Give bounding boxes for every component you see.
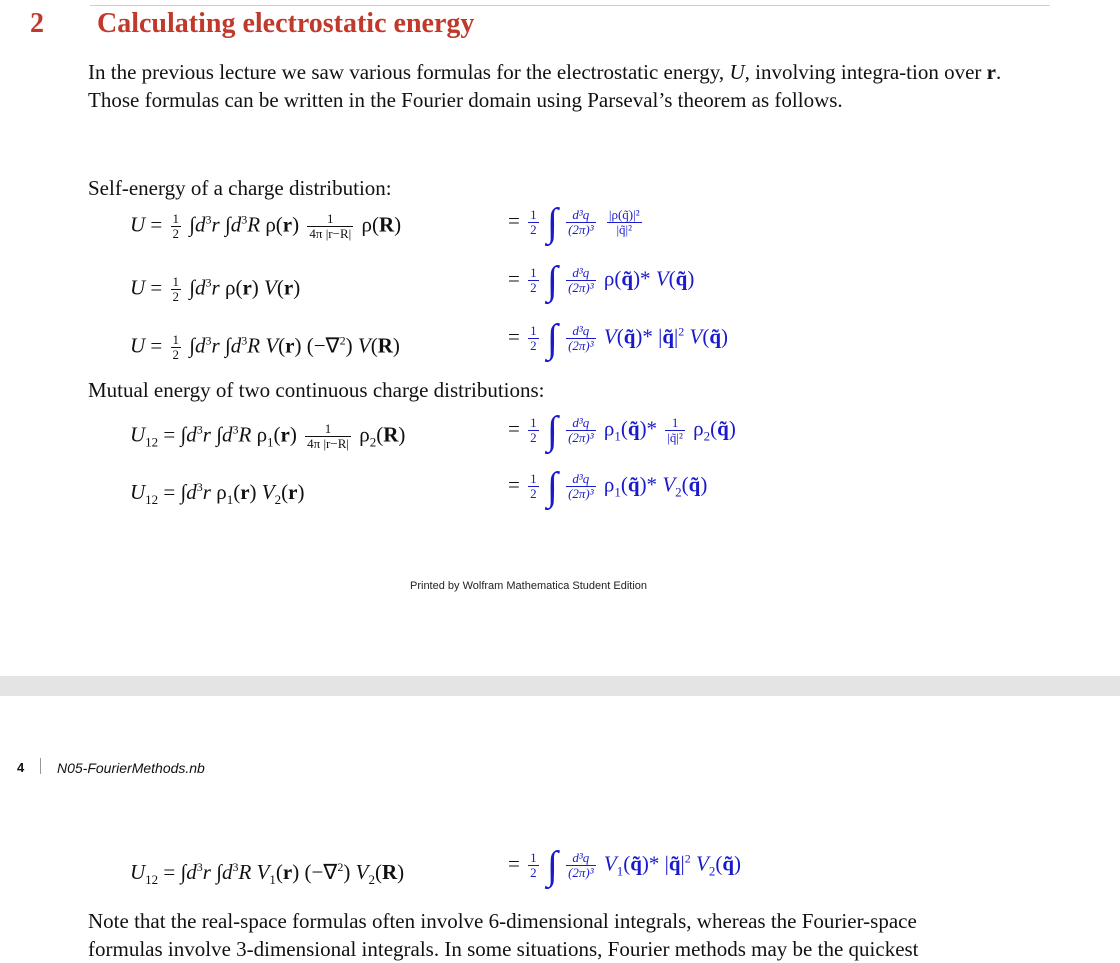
denominator: 2 (172, 347, 180, 362)
fraction-half (528, 851, 539, 880)
fraction-measure (566, 324, 596, 353)
numerator: d³q (566, 324, 596, 339)
numerator: 1 (530, 323, 537, 338)
denominator: (2π)³ (568, 222, 594, 237)
fraction-coulomb (307, 212, 353, 241)
subscript: 12 (145, 434, 159, 450)
notebook-page-4 (0, 696, 1120, 961)
numerator: 1 (172, 211, 180, 226)
numerator: d³q (566, 472, 596, 487)
denominator: |q̃|² (667, 430, 683, 445)
denominator: 2 (530, 222, 537, 237)
fourier-self-energy-potential: = $\frac{1}{2}$ ∫ $\frac{\text{d³q}}{\text{(2π)³}}$ ρ(q̃)* V(q̃) (508, 257, 695, 303)
numerator: d³q (566, 416, 596, 431)
intro-text-3: . Those formulas can be written in the Fourier domain using Parseval’s theorem as follows. (88, 60, 1002, 112)
intro-var-u: U (729, 60, 745, 84)
denominator: (2π)³ (568, 486, 594, 501)
numerator: d³q (566, 266, 596, 281)
note-paragraph (88, 907, 1008, 963)
fourier-mutual-energy-coulomb: = $\frac{1}{2}$ ∫ $\frac{\text{d³q}}{\text{(2π)³}}$ $\rho_1(q̃)*$ $\frac{1}{\text{|q̃|²}}$ $\rho_2(q̃)$ (508, 407, 736, 453)
numerator: 1 (530, 471, 537, 486)
page-gap (0, 676, 1120, 696)
numerator: 1 (665, 416, 685, 431)
top-divider (90, 5, 1050, 6)
numerator: 1 (172, 332, 180, 347)
denominator: (2π)³ (568, 280, 594, 295)
fraction-half (528, 324, 539, 353)
note-line-2: formulas involve 3-dimensional integrals. In some situations, Fourier methods may be the quickest (88, 937, 919, 961)
numerator: 1 (305, 422, 351, 437)
fraction-measure (566, 416, 596, 445)
denominator: 4π |r−R| (309, 226, 352, 241)
intro-paragraph (88, 58, 1008, 114)
numerator: d³q (566, 851, 596, 866)
math-symbol: U (130, 480, 146, 504)
equation-self-energy-coulomb: U = $\frac{1}{2}$ $\int d^3r$ $\int d^3R$ ρ(r) $\frac{1}{4\pi |r-R|}$ ρ(R) (130, 211, 402, 241)
equation-mutual-energy-coulomb: $U_{12} = \int d^3r$ $\int d^3R$ $\rho_1(r)$ $\frac{1}{4\pi |r-R|}$ $\rho_2(R)$ (130, 421, 406, 451)
denominator: 2 (530, 865, 537, 880)
note-line-1: Note that the real-space formulas often involve 6-dimensional integrals, whereas the Fourier-space (88, 909, 917, 933)
denominator: 2 (172, 226, 180, 241)
fourier-self-energy-coulomb: = $\frac{1}{2}$ ∫ $\frac{\text{d³q}}{\text{(2π)³}}$ $\frac{\text{|ρ(q̃)|²}}{\text{|q̃|²}}$ (508, 199, 640, 245)
numerator: 1 (530, 415, 537, 430)
fraction-half (171, 212, 182, 241)
denominator: 2 (530, 430, 537, 445)
fraction-half (528, 266, 539, 295)
page-number: 4 (17, 760, 25, 775)
equation-mutual-energy-laplacian: $U_{12} = \int d^3r$ $\int d^3R$ $V_1(r)$ (−∇$^2$) $V_2(R)$ (130, 860, 405, 888)
denominator: 2 (172, 289, 180, 304)
numerator: d³q (566, 208, 596, 223)
section-title: Calculating electrostatic energy (97, 8, 475, 39)
fourier-mutual-energy-potential: = $\frac{1}{2}$ ∫ $\frac{\text{d³q}}{\text{(2π)³}}$ $\rho_1(q̃)*$ $V_2(q̃)$ (508, 463, 708, 509)
numerator: 1 (530, 850, 537, 865)
fourier-self-energy-laplacian: = $\frac{1}{2}$ ∫ $\frac{\text{d³q}}{\text{(2π)³}}$ V(q̃)* $|q̃|^2$ V(q̃) (508, 315, 729, 361)
denominator: 2 (530, 486, 537, 501)
numerator: |ρ(q̃)|² (608, 207, 640, 222)
subscript: 12 (145, 492, 159, 508)
fraction-half (528, 208, 539, 237)
header-separator (40, 758, 41, 774)
fraction-half (528, 472, 539, 501)
fraction-one-over-q (665, 416, 685, 445)
fraction-half (528, 416, 539, 445)
math-symbol: U (130, 422, 146, 447)
math-symbol: U (130, 275, 146, 300)
self-energy-label: Self-energy of a charge distribution: (88, 176, 392, 200)
numerator: 1 (307, 212, 353, 227)
math-symbol: U (130, 860, 146, 884)
fourier-mutual-energy-laplacian: = $\frac{1}{2}$ ∫ $\frac{\text{d³q}}{\text{(2π)³}}$ $V_1(q̃)*$ $|q̃|^2$ $V_2(q̃)$ (508, 842, 742, 888)
notebook-name: N05-FourierMethods.nb (57, 760, 205, 776)
section-number: 2 (30, 8, 44, 39)
math-symbol: U (130, 212, 146, 237)
numerator: 1 (172, 274, 180, 289)
fraction-coulomb (305, 422, 351, 451)
denominator: 2 (530, 338, 537, 353)
denominator: (2π)³ (568, 430, 594, 445)
equation-self-energy-potential: U = $\frac{1}{2}$ $\int d^3r$ ρ(r) V(r) (130, 274, 301, 304)
fraction-measure (566, 208, 596, 237)
denominator: (2π)³ (568, 338, 594, 353)
fraction-half (171, 333, 182, 362)
intro-text-1: In the previous lecture we saw various formulas for the electrostatic energy, (88, 60, 725, 84)
equation-self-energy-laplacian: U = $\frac{1}{2}$ $\int d^3r$ $\int d^3R$ V(r) (−∇$^2$) V(R) (130, 332, 400, 362)
numerator: 1 (530, 265, 537, 280)
denominator: |q̃|² (616, 222, 633, 237)
fraction-measure (566, 851, 596, 880)
math-symbol: U (130, 333, 146, 358)
intro-text-2: , involving integra-tion over (744, 60, 982, 84)
numerator: 1 (530, 207, 537, 222)
fraction-half (171, 275, 182, 304)
fraction-measure (566, 266, 596, 295)
subscript: 12 (145, 872, 159, 888)
print-footer: Printed by Wolfram Mathematica Student Edition (410, 580, 648, 592)
denominator: 4π |r−R| (307, 436, 349, 451)
fraction-rho-over-q (607, 208, 642, 237)
denominator: (2π)³ (568, 865, 594, 880)
fraction-measure (566, 472, 596, 501)
denominator: 2 (530, 280, 537, 295)
equation-mutual-energy-potential: $U_{12} = \int d^3r$ $\rho_1(r)$ $V_2(r)$ (130, 480, 305, 508)
intro-var-r: r (986, 60, 996, 84)
mutual-energy-label: Mutual energy of two continuous charge distributions: (88, 378, 545, 402)
